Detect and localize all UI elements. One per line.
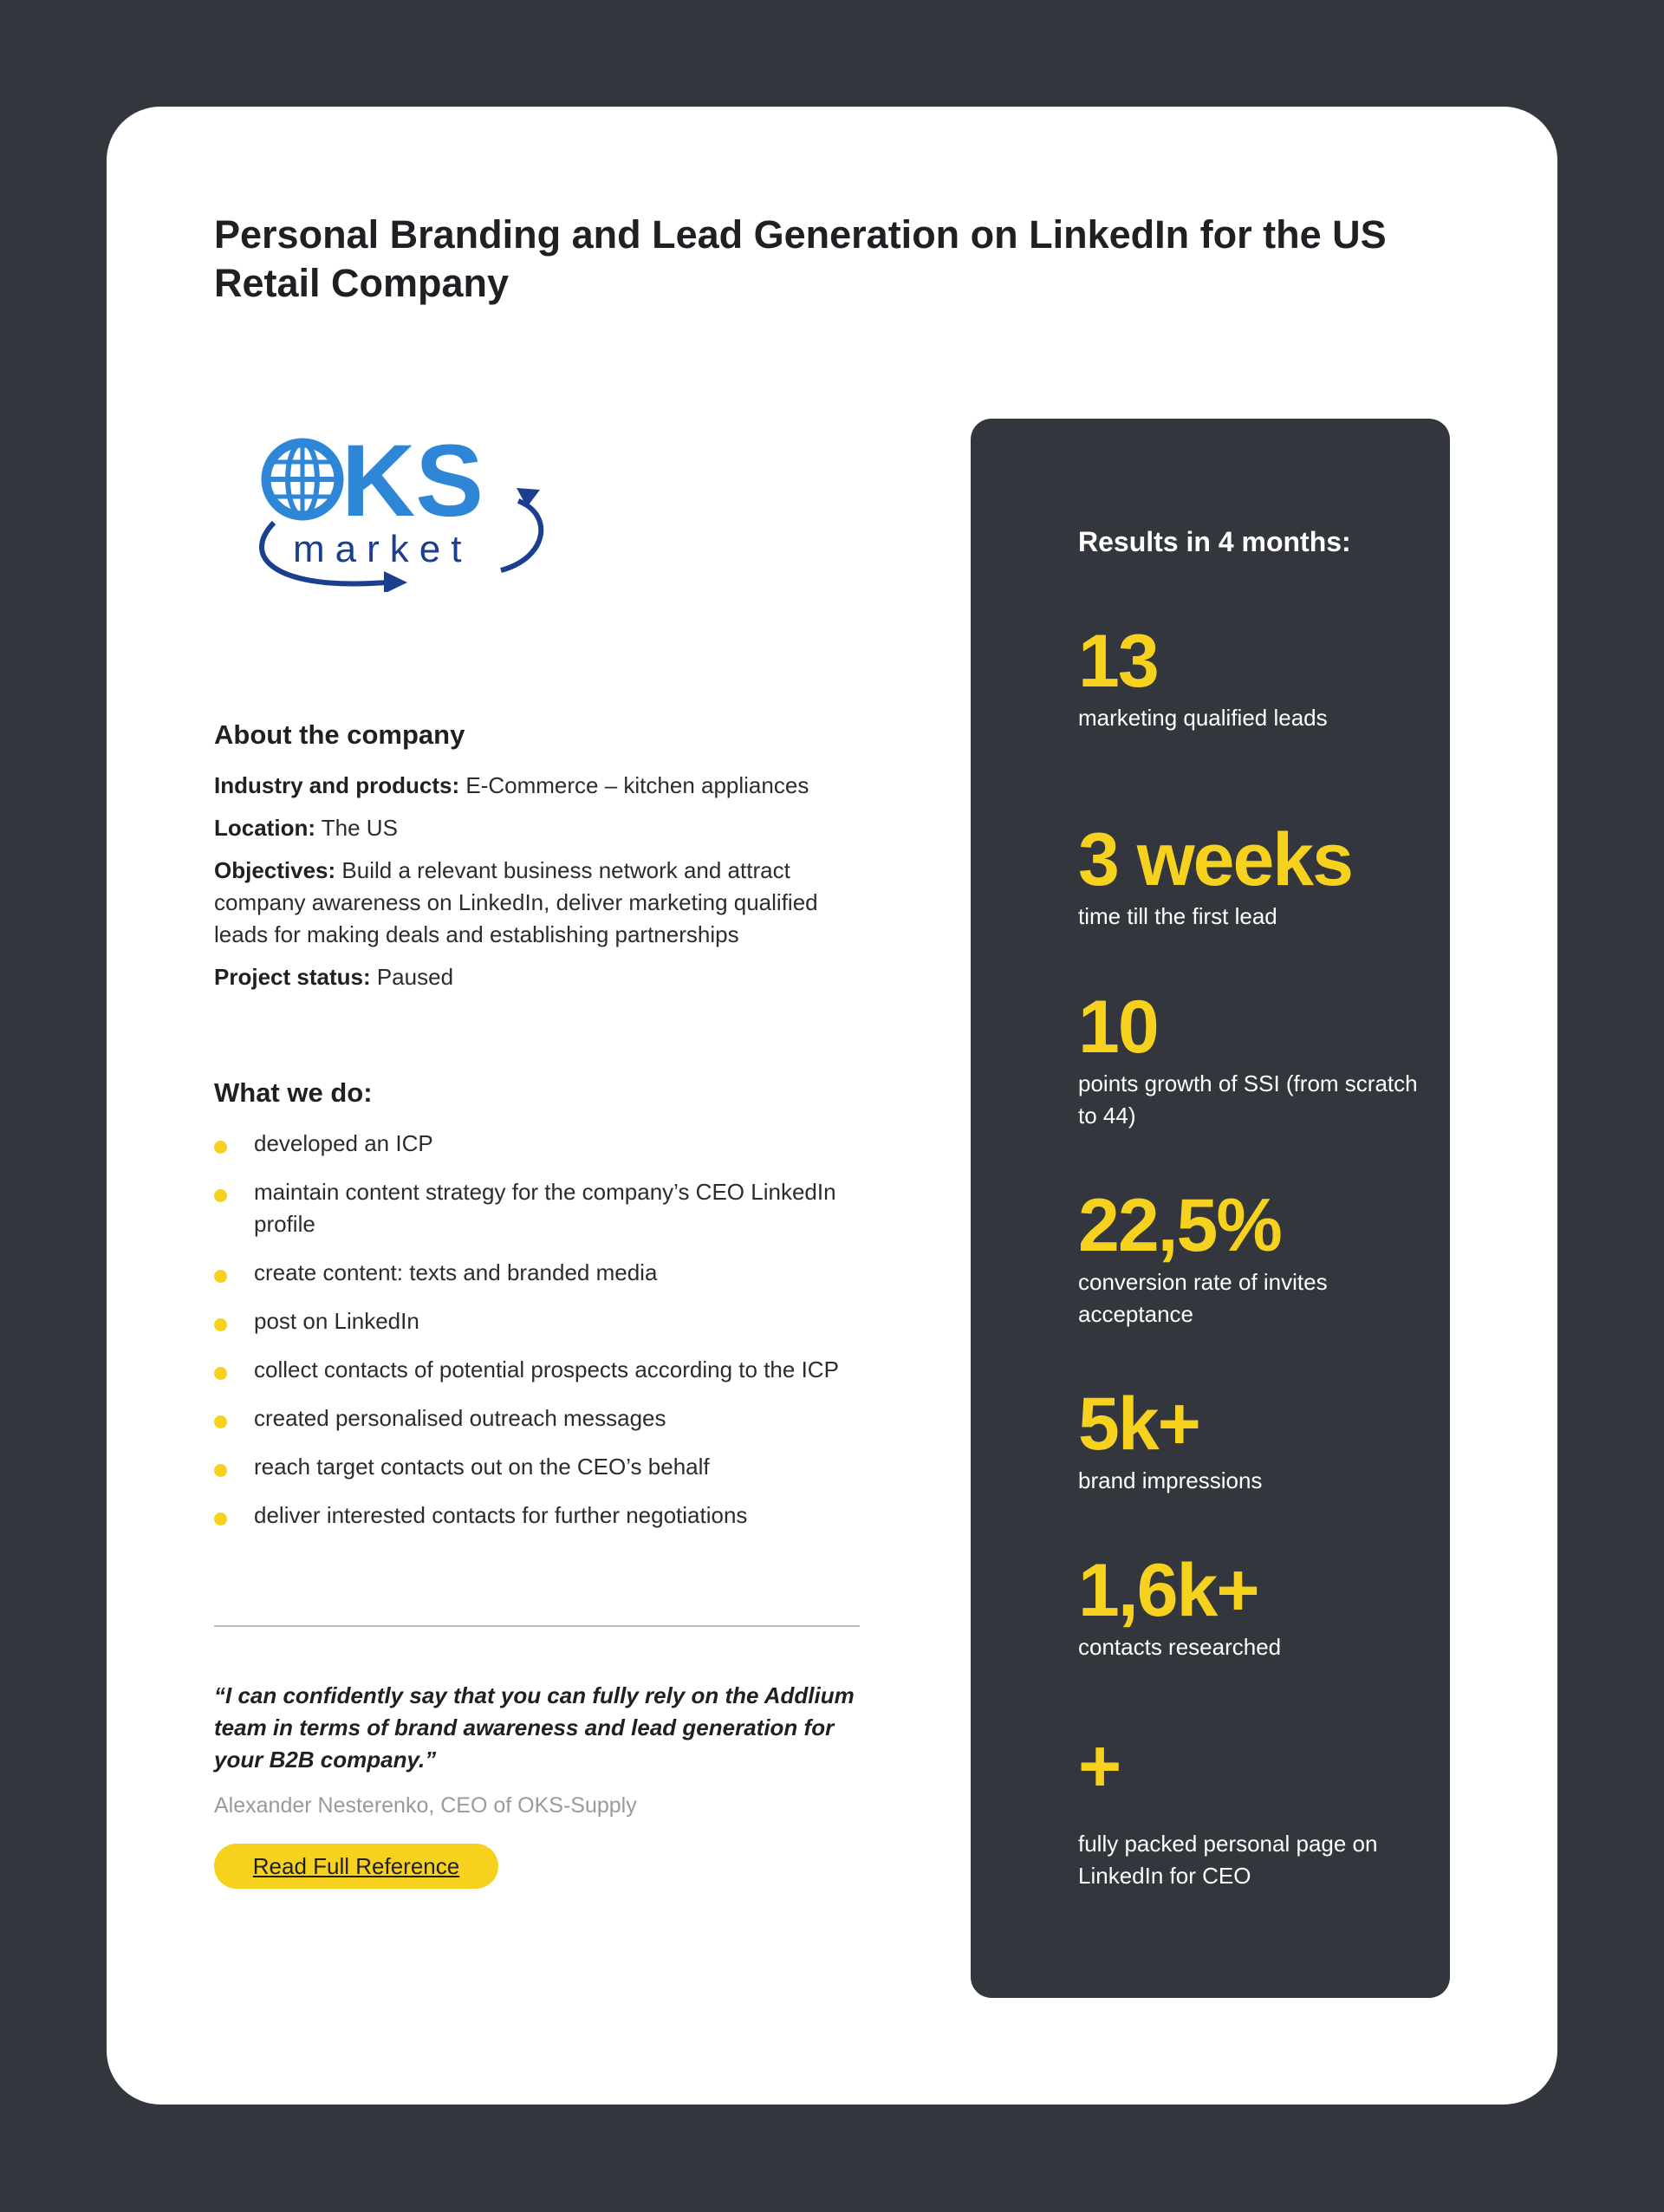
bullet-icon <box>214 1513 227 1526</box>
industry-field <box>214 770 873 802</box>
list-item: deliver interested contacts for further negotiations <box>214 1500 890 1532</box>
about-section <box>214 718 873 1004</box>
location-label: Location: <box>214 815 315 841</box>
location-field <box>214 812 873 844</box>
what-we-do-heading: What we do: <box>214 1077 373 1108</box>
list-item: reach target contacts out on the CEO’s behalf <box>214 1451 890 1483</box>
stat-value: 1,6k+ <box>1078 1549 1258 1632</box>
stat-label: contacts researched <box>1078 1634 1282 1660</box>
testimonial-quote: “I can confidently say that you can fully rely on the Addlium team in terms of brand awareness and lead generation for your B2B company.” <box>214 1682 855 1773</box>
industry-value: E-Commerce – kitchen appliances <box>465 772 809 798</box>
read-full-reference-button[interactable]: Read Full Reference <box>214 1844 498 1889</box>
oks-market-logo <box>241 419 570 592</box>
stat-label: points growth of SSI (from scratch to 44) <box>1078 1070 1418 1129</box>
list-item: collect contacts of potential prospects according to the ICP <box>214 1354 890 1386</box>
stat-label: conversion rate of invites acceptance <box>1078 1269 1328 1327</box>
logo-brand-top: KS <box>341 424 484 538</box>
stat-ssi <box>1078 986 1442 1132</box>
stat-label: fully packed personal page on LinkedIn for CEO <box>1078 1831 1378 1889</box>
stat-contacts <box>1078 1549 1442 1663</box>
stat-label: brand impressions <box>1078 1467 1263 1493</box>
list-item: maintain content strategy for the company’s CEO LinkedIn profile <box>214 1176 890 1240</box>
bullet-icon <box>214 1464 227 1477</box>
stat-impressions <box>1078 1382 1442 1497</box>
stat-value: 22,5% <box>1078 1184 1281 1267</box>
page-title: Personal Branding and Lead Generation on LinkedIn for the US Retail Company <box>214 212 1387 305</box>
stat-first-lead <box>1078 818 1442 933</box>
objectives-field <box>214 855 873 951</box>
divider <box>214 1625 860 1627</box>
objectives-value: Build a relevant business network and attract company awareness on LinkedIn, deliver marketing qualified leads for making deals and establishing partnerships <box>214 857 818 947</box>
logo-brand-bottom: market <box>293 528 472 570</box>
logo-arrow-icon <box>384 571 407 592</box>
status-label: Project status: <box>214 964 371 990</box>
stat-conversion <box>1078 1184 1442 1330</box>
bullet-icon <box>214 1270 227 1283</box>
industry-label: Industry and products: <box>214 772 460 798</box>
stat-profile <box>1078 1725 1442 1892</box>
results-heading: Results in 4 months: <box>1078 526 1351 557</box>
objectives-label: Objectives: <box>214 857 336 883</box>
globe-icon <box>266 443 339 516</box>
results-panel <box>971 419 1450 1998</box>
stat-value: 5k+ <box>1078 1382 1199 1466</box>
stat-label: marketing qualified leads <box>1078 705 1328 731</box>
list-item: developed an ICP <box>214 1128 890 1160</box>
location-value: The US <box>321 815 398 841</box>
status-field <box>214 961 873 993</box>
stat-value: 10 <box>1078 986 1158 1069</box>
list-item: post on LinkedIn <box>214 1305 890 1337</box>
testimonial-author: Alexander Nesterenko, CEO of OKS-Supply <box>214 1793 637 1818</box>
bullet-icon <box>214 1415 227 1428</box>
list-item: create content: texts and branded media <box>214 1257 890 1289</box>
case-study-card <box>107 107 1557 2105</box>
what-we-do-section <box>214 1076 890 1548</box>
logo-swoosh-right <box>501 501 541 570</box>
status-value: Paused <box>376 964 454 990</box>
stat-value: 3 weeks <box>1078 818 1352 901</box>
bullet-icon <box>214 1141 227 1154</box>
bullet-icon <box>214 1367 227 1380</box>
about-heading: About the company <box>214 719 465 750</box>
what-we-do-list <box>214 1128 890 1532</box>
stat-label: time till the first lead <box>1078 903 1277 929</box>
stat-value: 13 <box>1078 620 1158 703</box>
bullet-icon <box>214 1318 227 1331</box>
plus-icon: + <box>1078 1725 1121 1808</box>
bullet-icon <box>214 1189 227 1202</box>
list-item: created personalised outreach messages <box>214 1402 890 1435</box>
stat-mql <box>1078 620 1442 734</box>
